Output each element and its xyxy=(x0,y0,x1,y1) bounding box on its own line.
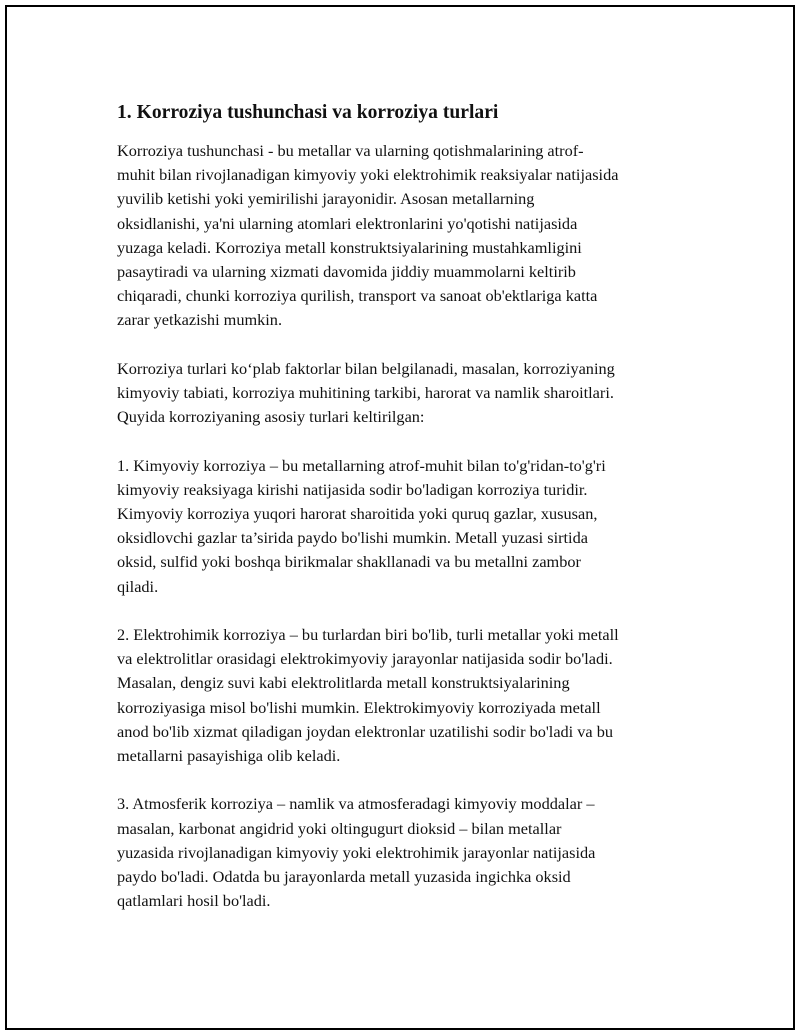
paragraph-atmospheric-corrosion: 3. Atmosferik korroziya – namlik va atmosferadagi kimyoviy moddalar – masalan, karbonat angidrid yoki oltingugurt dioksid – bilan metallar yuzasida rivojlanadigan kimyoviy yoki elektrohimik jarayonlar natijasida paydo bo'ladi. Odatda bu jarayonlarda metall yuzasida ingichka oksid qatlamlari hosil bo'ladi. xyxy=(117,794,596,911)
paragraph-chemical-corrosion: 1. Kimyoviy korroziya – bu metallarning atrof-muhit bilan to'g'ridan-to'g'ri kimyoviy reaksiyaga kirishi natijasida sodir bo'ladigan korroziya turidir. Kimyoviy korroziya yuqori harorat sharoitida yoki quruq gazlar, xususan, oksidlovchi gazlar ta’sirida paydo bo'lishi mumkin. Metall yuzasi sirtida oksid, sulfid yoki boshqa birikmalar shakllanadi va bu metallni zambor qiladi. xyxy=(117,455,606,596)
section-heading: 1. Korroziya tushunchasi va korroziya turlari xyxy=(117,102,499,123)
document-body xyxy=(117,99,697,913)
paragraph-electrochemical-corrosion: 2. Elektrohimik korroziya – bu turlardan biri bo'lib, turli metallar yoki metall va elektrolitlar orasidagi elektrokimyoviy jarayonlar natijasida sodir bo'ladi. Masalan, dengiz suvi kabi elektrolitlarda metall konstruktsiyalarining korroziyasiga misol bo'lishi mumkin. Elektrokimyoviy korroziyada metall anod bo'lib xizmat qiladigan joydan elektronlar uzatilishi sodir bo'ladi va bu metallarni pasayishiga olib keladi. xyxy=(117,625,619,766)
paragraph-corrosion-definition: Korroziya tushunchasi - bu metallar va ularning qotishmalarining atrof- muhit bilan rivojlanadigan kimyoviy yoki elektrohimik reaksiyalar natijasida yuvilib ketishi yoki yemirilishi jarayonidir. Asosan metallarning oksidlanishi, ya'ni ularning atomlari elektronlarini yo'qotishi natijasida yuzaga keladi. Korroziya metall konstruktsiyalarining mustahkamligini pasaytiradi va ularning xizmati davomida jiddiy muammolarni keltirib chiqaradi, chunki korroziya qurilish, transport va sanoat ob'ektlariga katta zarar yetkazishi mumkin. xyxy=(117,141,619,330)
page-frame xyxy=(5,5,795,1030)
paragraph-corrosion-types-intro: Korroziya turlari ko‘plab faktorlar bilan belgilanadi, masalan, korroziyaning kimyoviy tabiati, korroziya muhitining tarkibi, harorat va namlik sharoitlari. Quyida korroziyaning asosiy turlari keltirilgan: xyxy=(117,358,615,427)
